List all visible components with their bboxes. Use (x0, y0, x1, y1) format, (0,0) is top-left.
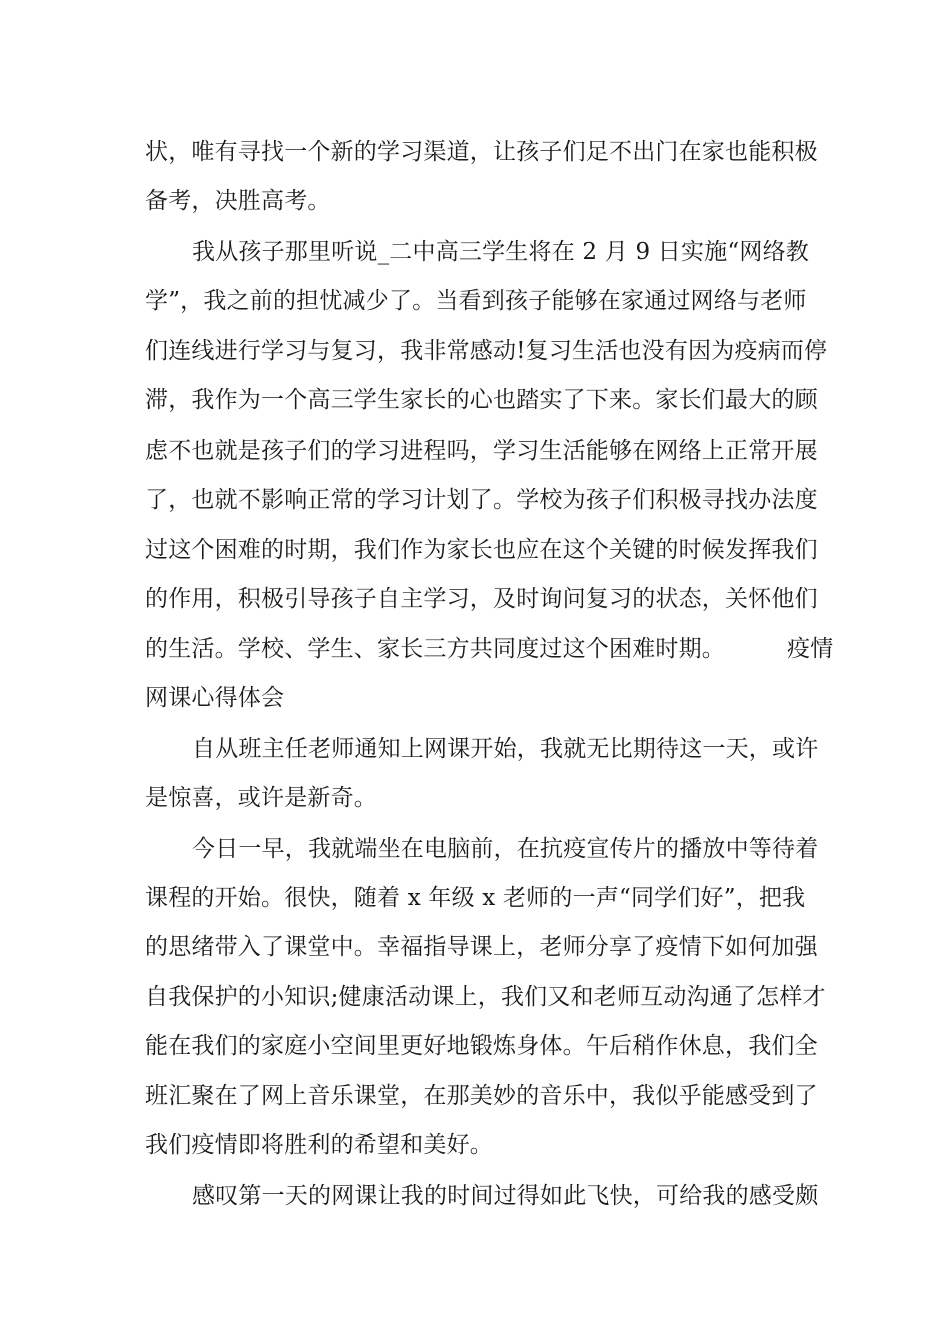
section-heading-start: 疫情 (787, 636, 834, 662)
text-line: 了，也就不影响正常的学习计划了。学校为孩子们积极寻找办法度 (145, 487, 818, 513)
text-line: 感叹第一天的网课让我的时间过得如此飞快，可给我的感受颇 (192, 1183, 819, 1209)
text-line: 班汇聚在了网上音乐课堂，在那美妙的音乐中，我似乎能感受到了 (145, 1083, 818, 1109)
text-line: 课程的开始。很快，随着 x 年级 x 老师的一声“同学们好”，把我 (145, 885, 806, 911)
text-line: 过这个困难的时期，我们作为家长也应在这个关键的时候发挥我们 (145, 537, 818, 563)
text-line: 滞，我作为一个高三学生家长的心也踏实了下来。家长们最大的顾 (145, 387, 818, 413)
text-line (145, 634, 834, 664)
text-line: 能在我们的家庭小空间里更好地锻炼身体。午后稍作休息，我们全 (145, 1033, 818, 1059)
text-line: 备考，决胜高考。 (145, 188, 331, 214)
text-line: 学”，我之前的担忧减少了。当看到孩子能够在家通过网络与老师 (145, 288, 807, 314)
section-heading: 网课心得体会 (145, 685, 285, 711)
text-line: 的作用，积极引导孩子自主学习，及时询问复习的状态，关怀他们 (145, 586, 818, 612)
text-segment: 的生活。学校、学生、家长三方共同度过这个困难时期。 (145, 636, 725, 662)
text-line: 自从班主任老师通知上网课开始，我就无比期待这一天，或许 (192, 736, 819, 762)
text-line: 的思绪带入了课堂中。幸福指导课上，老师分享了疫情下如何加强 (145, 934, 818, 960)
text-line: 自我保护的小知识;健康活动课上，我们又和老师互动沟通了怎样才 (145, 984, 826, 1010)
text-line: 我从孩子那里听说_二中高三学生将在 2 月 9 日实施“网络教 (192, 239, 809, 265)
text-line: 我们疫情即将胜利的希望和美好。 (145, 1132, 493, 1158)
text-line: 今日一早，我就端坐在电脑前，在抗疫宣传片的播放中等待着 (192, 836, 819, 862)
text-line: 是惊喜，或许是新奇。 (145, 785, 377, 811)
text-line: 虑不也就是孩子们的学习进程吗，学习生活能够在网络上正常开展 (145, 438, 818, 464)
text-line: 状，唯有寻找一个新的学习渠道，让孩子们足不出门在家也能积极 (145, 139, 818, 165)
text-line: 们连线进行学习与复习，我非常感动!复习生活也没有因为疫病而停 (145, 338, 828, 364)
